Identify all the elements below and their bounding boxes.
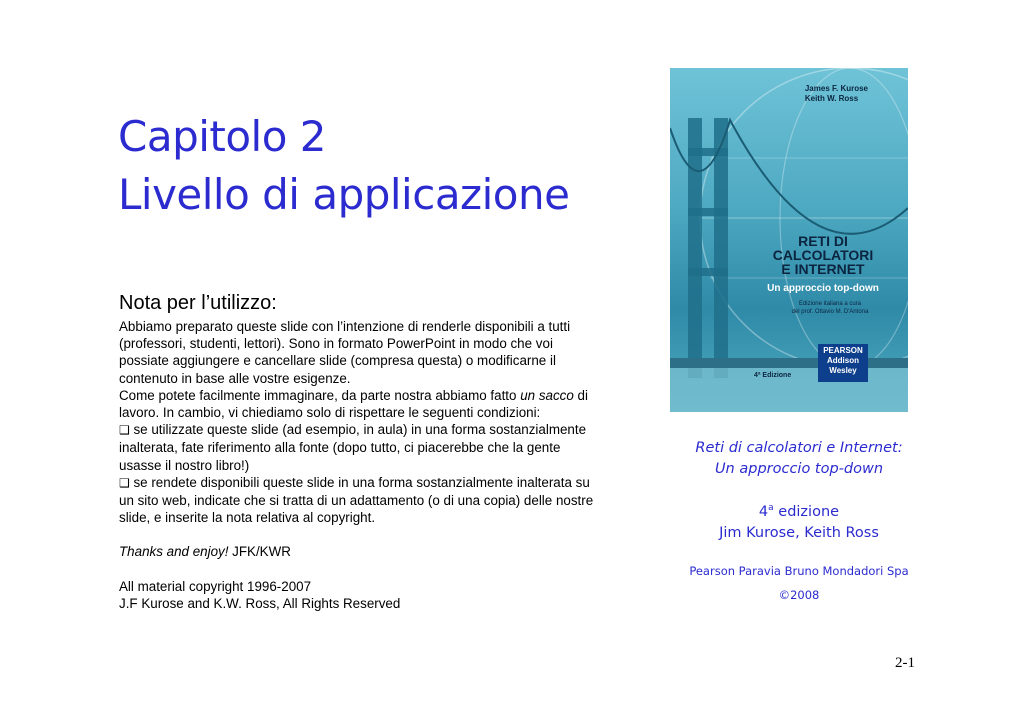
checkbox-bullet-icon: ❑ (119, 423, 130, 438)
publisher-logo-text-2: Addison Wesley (827, 356, 859, 375)
book-edition (654, 498, 944, 523)
thanks-line (119, 543, 599, 560)
cover-author-2: Keith W. Ross (804, 94, 859, 103)
note-paragraph-2 (119, 387, 599, 421)
book-copyright: ©2008 (778, 588, 820, 602)
note-heading: Nota per l’utilizzo: (119, 292, 277, 314)
edition-superscript: a (768, 503, 774, 513)
note-paragraph-2-start: Come potete facilmente immaginare, da parte nostra abbiamo fatto (119, 387, 521, 403)
publisher-logo-text-1: PEARSON (823, 346, 863, 355)
thanks-text: Thanks and enjoy! (119, 544, 229, 560)
note-bullet-1-text: se utilizzate queste slide (ad esempio, in aula) in una forma sostanzialmente inalterata, fate riferimento alla fonte (dopo tutto, ci piacerebbe che la gente usasse il nostro libro!) (119, 422, 587, 473)
cover-author-1: James F. Kurose (804, 84, 868, 93)
edition-number: 4 (758, 503, 769, 520)
book-publisher: Pearson Paravia Bruno Mondadori Spa (689, 564, 909, 578)
note-bullet-2-text: se rendete disponibili queste slide in una forma sostanzialmente inalterata su un sito web, indicate che si tratta di un adattamento (o di una copia) delle nostre slide, e inserite la nota relativa al copyright. (119, 474, 594, 526)
usage-note (119, 290, 599, 612)
note-bullet-2 (119, 474, 599, 527)
cover-edition-note-2: del prof. Ottavio M. D'Antona (791, 309, 869, 315)
slide-title (118, 108, 569, 224)
page-number: 2-1 (895, 655, 915, 671)
cover-title-line-1: RETI DI (798, 233, 848, 249)
cover-title-line-2: CALCOLATORI (772, 247, 874, 263)
note-emphasis: un sacco (520, 387, 574, 403)
book-title-line-2: Un approccio top-down (714, 461, 884, 477)
cover-edition-note (770, 300, 890, 316)
cover-subtitle: Un approccio top-down (767, 283, 879, 294)
book-title-line-1: Reti di calcolatori e Internet: (695, 440, 903, 456)
book-title-block (654, 438, 944, 480)
book-publisher-block (654, 559, 944, 607)
checkbox-bullet-icon: ❑ (119, 475, 130, 490)
cover-title (748, 234, 898, 276)
copyright-line-2: J.F Kurose and K.W. Ross, All Rights Reserved (119, 595, 401, 611)
thanks-signature: JFK/KWR (228, 544, 291, 560)
cover-title-line-3: E INTERNET (781, 261, 865, 277)
note-paragraph-1: Abbiamo preparato queste slide con l’intenzione di renderle disponibili a tutti (professori, studenti, lettori). Sono in formato PowerPoint in modo che voi possiate aggiungere e cancellare slide (compresa questa) o modificarne il contenuto in base alle vostre esigenze. (119, 319, 571, 386)
cover-edition-note-1: Edizione italiana a cura (798, 301, 862, 307)
edition-word: edizione (773, 503, 840, 520)
title-line-1: Capitolo 2 (118, 112, 326, 161)
publisher-logo (818, 344, 868, 382)
cover-authors (805, 84, 868, 104)
note-paragraph-2-end: di lavoro. In cambio, vi chiediamo solo di rispettare le seguenti condizioni: (119, 387, 588, 421)
book-authors: Jim Kurose, Keith Ross (719, 524, 879, 541)
note-bullet-1 (119, 421, 599, 474)
copyright-line-1: All material copyright 1996-2007 (119, 578, 312, 594)
title-line-2: Livello di applicazione (118, 170, 570, 219)
book-edition-block (654, 498, 944, 544)
book-cover-image (670, 68, 908, 412)
cover-edition: 4ª Edizione (754, 372, 792, 379)
